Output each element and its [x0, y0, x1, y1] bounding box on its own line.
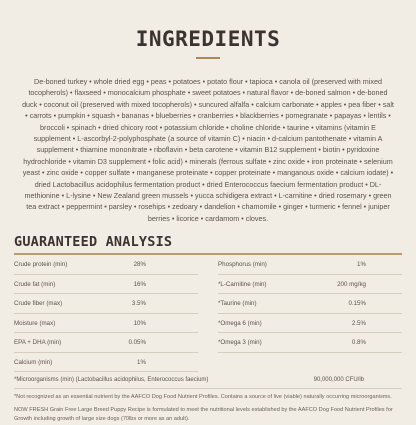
nutrient-value: 16% — [133, 280, 146, 288]
nutrient-label: *Taurine (min) — [218, 300, 257, 308]
nutrient-label: *Omega 3 (min) — [218, 339, 262, 347]
analysis-row — [14, 275, 198, 295]
nutrient-label: Crude fiber (max) — [14, 300, 63, 308]
title-underline — [196, 57, 220, 59]
nutrient-label: Phosphorus (min) — [218, 261, 267, 269]
footnote-aafco-disclaimer: *Not recognized as an essential nutrient by the AAFCO Dog Food Nutrient Profiles. Contains a source of live (viable) naturally occurring microorganisms. — [14, 394, 392, 401]
nutrient-value: 2.5% — [351, 319, 366, 327]
nutrient-value: 0.05% — [128, 339, 146, 347]
analysis-row — [14, 333, 198, 353]
footnotes — [14, 393, 402, 425]
analysis-right-column — [218, 255, 402, 372]
nutrient-value: 90,000,000 CFU/lb — [313, 377, 364, 384]
analysis-row — [14, 255, 198, 275]
ingredients-title: INGREDIENTS — [135, 27, 281, 51]
nutrient-value: 28% — [133, 261, 146, 269]
analysis-row — [218, 294, 402, 314]
nutrient-label: *Microorganisms (min) (Lactobacillus acidophilus, Enterococcus faecium) — [14, 377, 209, 384]
nutrient-label: Moisture (max) — [14, 319, 56, 327]
guaranteed-analysis-title: GUARANTEED ANALYSIS — [14, 234, 173, 251]
ingredients-list: De-boned turkey • whole dried egg • peas • potatoes • potato flour • tapioca • canola oil (preserved with mixed tocopherols) • flaxseed • monocalcium phosphate • sweet potatoes • natural flavor • de-boned salmon • de-boned duck • coconut oil (preserved with mixed tocopherols) • suncured alfalfa • calcium carbonate • apples • pea fiber • salt • carrots • pumpkin • squash • bananas • blueberries • cranberries • blackberries • pomegranate • papayas • lentils • broccoli • spinach • dried chicory root • potassium chloride • choline chloride • taurine • vitamins (vitamin E supplement • L-ascorbyl-2-polyphosphate (a source of vitamin C) • niacin • d-calcium pantothenate • vitamin A supplement • thiamine mononitrate • riboflavin • beta carotene • vitamin B12 supplement • biotin • pyridoxine hydrochloride • vitamin D3 supplement • folic acid) • minerals (ferrous sulfate • zinc oxide • iron proteinate • selenium yeast • zinc oxide • copper sulfate • manganese proteinate • copper proteinate • manganous oxide • calcium iodate) • dried Lactobacillus acidophilus fermentation product • dried Enterococcus faecium fermentation product • DL-methionine • L-lysine • New Zealand green mussels • yucca schidigera extract • L-carnitine • dried rosemary • green tea extract • peppermint • parsley • rosehips • zedoary • dandelion • chamomile • ginger • turmeric • fennel • juniper berries • licorice • cardamom • cloves. — [22, 77, 394, 223]
nutrient-value: 0.15% — [348, 300, 366, 308]
analysis-table — [14, 255, 402, 372]
nutrient-value: 200 mg/kg — [337, 280, 366, 288]
analysis-row — [14, 353, 198, 373]
nutrient-label: *Omega 6 (min) — [218, 319, 262, 327]
analysis-row — [218, 314, 402, 334]
analysis-row — [218, 255, 402, 275]
analysis-row — [218, 333, 402, 353]
nutrient-value: 3.5% — [131, 300, 146, 308]
nutrient-label: Crude fat (min) — [14, 280, 56, 288]
nutrient-value: 0.8% — [351, 339, 366, 347]
analysis-left-column — [14, 255, 198, 372]
analysis-row — [14, 314, 198, 334]
nutrient-value: 1% — [357, 261, 366, 269]
analysis-row — [14, 294, 198, 314]
nutrient-label: Calcium (min) — [14, 358, 53, 366]
nutrient-label: EPA + DHA (min) — [14, 339, 62, 347]
nutrient-value: 10% — [133, 319, 146, 327]
microorganisms-row — [14, 372, 402, 389]
nutrient-label: Crude protein (min) — [14, 261, 68, 269]
footnote-formulation: NOW FRESH Grain Free Large Breed Puppy Recipe is formulated to meet the nutritional levels established by the AAFCO Dog Food Nutrient Profiles for Growth including growth of large size dogs (70lbs or more as an adult). — [14, 406, 393, 423]
nutrient-label: *L-Carnitine (min) — [218, 280, 267, 288]
analysis-row — [218, 275, 402, 295]
nutrient-value: 1% — [137, 358, 146, 366]
